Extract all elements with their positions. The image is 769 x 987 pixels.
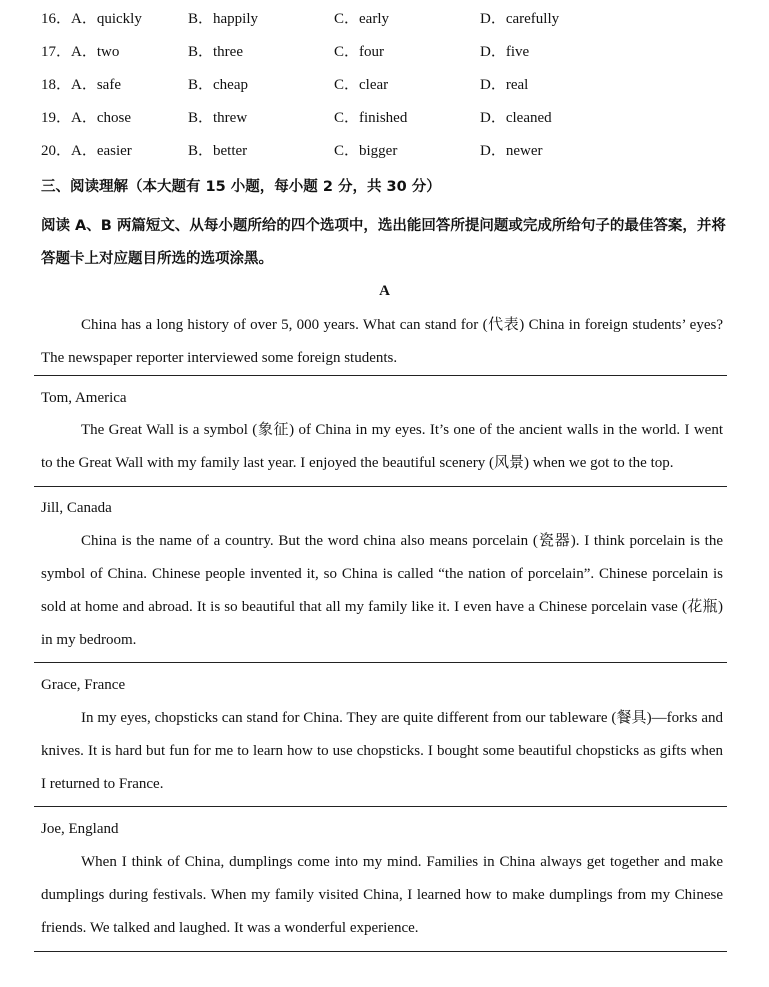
entry-name: Joe, England xyxy=(41,821,119,837)
divider-line xyxy=(34,486,727,487)
entry-text: In my eyes, chopsticks can stand for China. They are quite different from our tableware (餐具)—forks and knives. It is hard but fun for me to learn how to use chopsticks. I bought some beautiful chopsticks as gifts when I returned to France. xyxy=(41,710,723,792)
passage-intro: China has a long history of over 5, 000 years. What can stand for (代表) China in foreign students’ eyes? The newspaper reporter interviewed some foreign students. xyxy=(41,317,723,366)
option-d: D．newer xyxy=(480,143,543,159)
question-number: 18． xyxy=(41,77,72,93)
option-c: C．four xyxy=(334,44,384,60)
option-b: B．cheap xyxy=(188,77,248,93)
divider-line xyxy=(34,806,727,807)
option-a: A．two xyxy=(71,44,120,60)
option-a: A．easier xyxy=(71,143,132,159)
passage-label: A xyxy=(379,283,390,299)
entry-name: Tom, America xyxy=(41,390,127,406)
option-a: A．quickly xyxy=(71,11,142,27)
divider-line xyxy=(34,375,727,376)
divider-line xyxy=(34,662,727,663)
option-a: A．chose xyxy=(71,110,131,126)
option-c: C．clear xyxy=(334,77,389,93)
option-d: D．real xyxy=(480,77,529,93)
option-b: B．happily xyxy=(188,11,258,27)
section-instructions: 阅读 A、B 两篇短文、从每小题所给的四个选项中，选出能回答所提问题或完成所给句子的最佳答案，并将答题卡上对应题目所选的选项涂黑。 xyxy=(41,218,726,267)
entry-text: China is the name of a country. But the word china also means porcelain (瓷器). I think porcelain is the symbol of China. Chinese people invented it, so China is called “the nation of porcelain”. Chinese porcelain is sold at home and abroad. It is so beautiful that all my family like it. I even have a Chinese porcelain vase (花瓶) in my bedroom. xyxy=(41,533,723,648)
question-number: 16． xyxy=(41,11,72,27)
entry-text: The Great Wall is a symbol (象征) of China in my eyes. It’s one of the ancient walls in the world. I went to the Great Wall with my family last year. I enjoyed the beautiful scenery (风景) when we got to the top. xyxy=(41,422,723,471)
option-a: A．safe xyxy=(71,77,121,93)
option-d: D．cleaned xyxy=(480,110,552,126)
option-b: B．better xyxy=(188,143,248,159)
option-b: B．three xyxy=(188,44,243,60)
option-c: C．early xyxy=(334,11,389,27)
divider-line xyxy=(34,951,727,952)
option-d: D．five xyxy=(480,44,530,60)
entry-name: Grace, France xyxy=(41,677,126,693)
entry-name: Jill, Canada xyxy=(41,500,112,516)
option-c: C．bigger xyxy=(334,143,398,159)
question-number: 20． xyxy=(41,143,72,159)
entry-text: When I think of China, dumplings come into my mind. Families in China always get together and make dumplings during festivals. When my family visited China, I learned how to make dumplings from my Chinese friends. We talked and laughed. It was a wonderful experience. xyxy=(41,854,723,936)
question-number: 17． xyxy=(41,44,72,60)
question-number: 19． xyxy=(41,110,72,126)
option-d: D．carefully xyxy=(480,11,560,27)
option-c: C．finished xyxy=(334,110,408,126)
option-b: B．threw xyxy=(188,110,248,126)
section-title: 三、阅读理解（本大题有 15 小题，每小题 2 分，共 30 分） xyxy=(41,179,441,195)
